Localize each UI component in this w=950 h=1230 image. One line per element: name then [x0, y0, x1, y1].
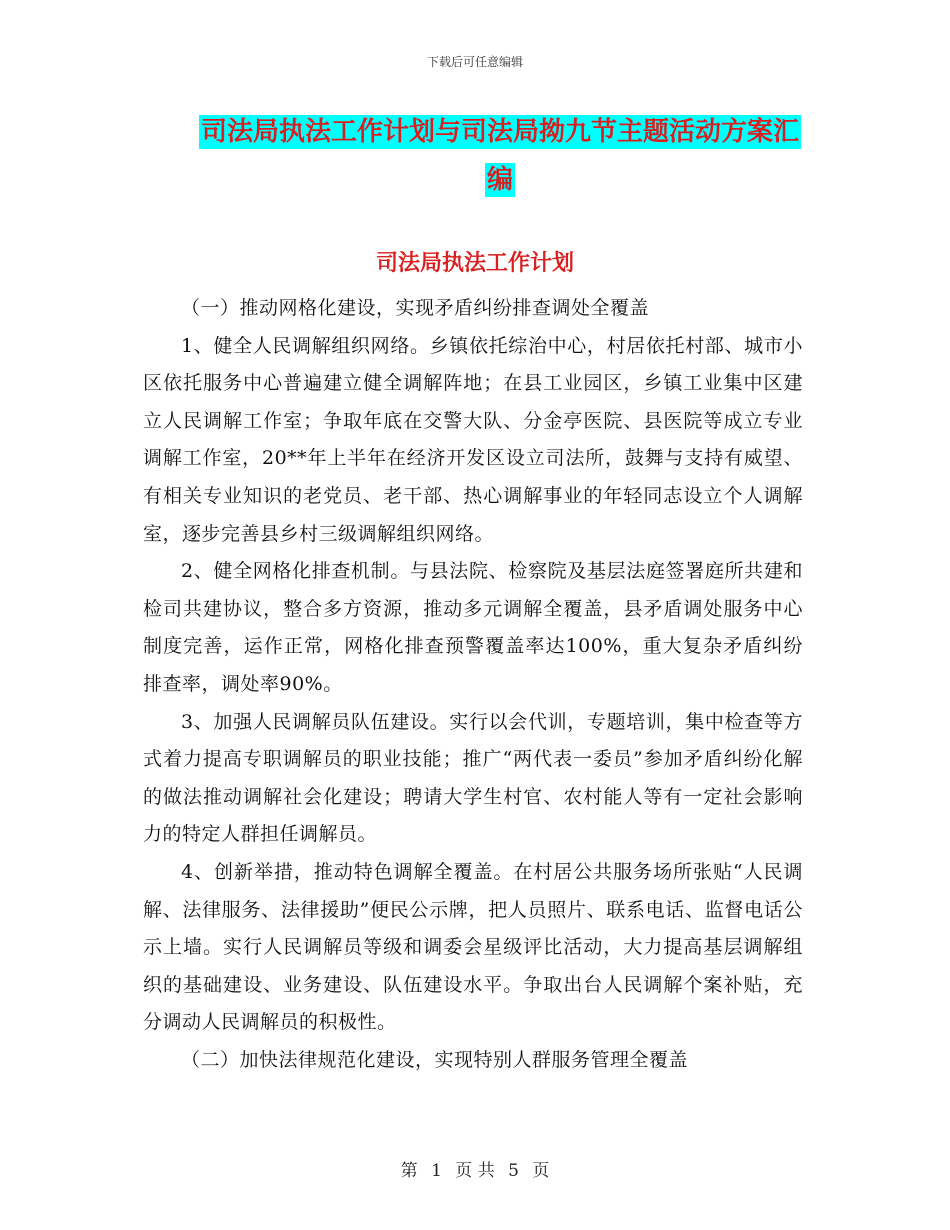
body-text — [143, 290, 803, 1079]
paragraph: 2、健全网格化排查机制。与县法院、检察院及基层法庭签署庭所共建和检司共建协议，整合多方资源，推动多元调解全覆盖，县矛盾调处服务中心制度完善，运作正常，网格化排查预警覆盖率达100%，重大复杂矛盾纠纷排查率，调处率90%。 — [143, 560, 803, 695]
footer-mid: 页 共 — [455, 1161, 495, 1181]
paragraph-heading-1: （一）推动网格化建设，实现矛盾纠纷排查调处全覆盖 — [181, 297, 650, 319]
document-title — [190, 108, 810, 204]
paragraph-heading-2: （二）加快法律规范化建设，实现特别人群服务管理全覆盖 — [181, 1048, 689, 1071]
footer-suffix: 页 — [532, 1161, 550, 1181]
footer-page-number: 1 — [431, 1161, 442, 1181]
header-note: 下载后可任意编辑 — [426, 55, 523, 69]
footer-total-pages: 5 — [508, 1161, 519, 1181]
document-title-text: 司法局执法工作计划与司法局拗九节主题活动方案汇编 — [200, 117, 799, 195]
paragraph: 4、创新举措，推动特色调解全覆盖。在村居公共服务场所张贴“人民调解、法律服务、法律援助”便民公示牌，把人员照片、联系电话、监督电话公示上墙。实行人民调解员等级和调委会星级评比活动，大力提高基层调解组织的基础建设、业务建设、队伍建设水平。争取出台人民调解个案补贴，充分调动人民调解员的积极性。 — [143, 860, 803, 1034]
footer-prefix: 第 — [400, 1161, 418, 1181]
section-title: 司法局执法工作计划 — [375, 251, 574, 276]
page-footer — [0, 1156, 950, 1181]
paragraph: 1、健全人民调解组织网络。乡镇依托综治中心，村居依托村部、城市小区依托服务中心普遍建立健全调解阵地；在县工业园区，乡镇工业集中区建立人民调解工作室；争取年底在交警大队、分金亭医院、县医院等成立专业调解工作室，20**年上半年在经济开发区设立司法所，鼓舞与支持有威望、有相关专业知识的老党员、老干部、热心调解事业的年轻同志设立个人调解室，逐步完善县乡村三级调解组织网络。 — [143, 334, 803, 545]
paragraph: 3、加强人民调解员队伍建设。实行以会代训，专题培训，集中检查等方式着力提高专职调解员的职业技能；推广“两代表一委员”参加矛盾纠纷化解的做法推动调解社会化建设；聘请大学生村官、农村能人等有一定社会影响力的特定人群担任调解员。 — [143, 710, 803, 846]
